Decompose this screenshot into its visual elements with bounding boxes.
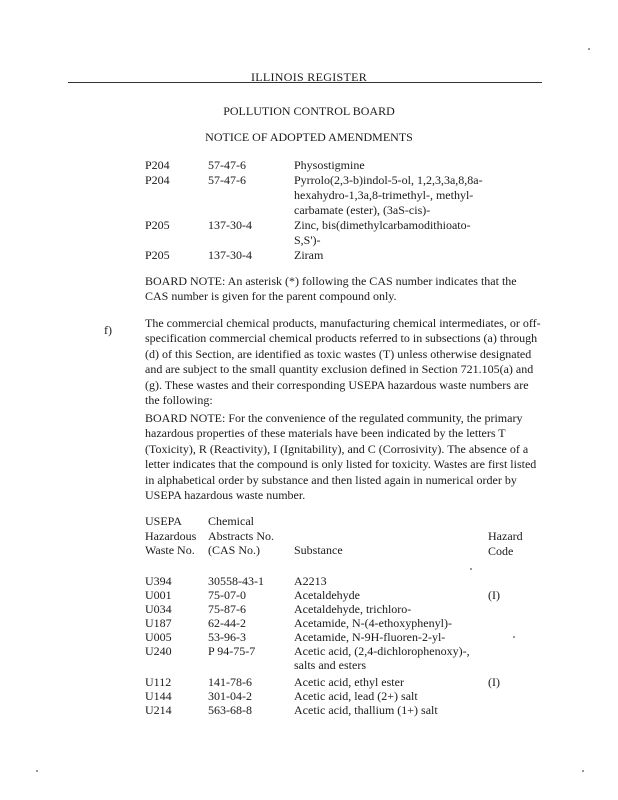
note-line: in alphabetical order by substance and then listed again in numerical order by — [145, 472, 517, 487]
p-list-row — [0, 158, 618, 172]
note-line: letter indicates that the compound is only listed for toxicity. Wastes are first listed — [145, 457, 537, 472]
header-substance — [294, 543, 343, 558]
header-line: Code — [488, 543, 514, 558]
substance-line: S,S')- — [294, 233, 321, 247]
scan-speck — [36, 770, 38, 772]
header-hazard-code — [488, 529, 523, 558]
waste-number: U144 — [145, 689, 172, 703]
cas-number: 141-78-6 — [208, 675, 252, 689]
p-list-row-cont — [0, 203, 618, 217]
waste-number: U005 — [145, 630, 172, 644]
substance-line: hexahydro-1,3a,8-trimethyl-, methyl- — [294, 188, 474, 202]
p-list-row-cont — [0, 188, 618, 202]
header-line: Abstracts No. — [208, 528, 274, 543]
table-row — [0, 675, 618, 689]
header-line: USEPA — [145, 514, 182, 528]
waste-number: U112 — [145, 675, 172, 689]
substance-line: Acetaldehyde — [294, 588, 360, 602]
scan-speck — [513, 636, 515, 638]
waste-number: U394 — [145, 574, 172, 588]
table-row — [0, 588, 618, 602]
board-title: POLLUTION CONTROL BOARD — [223, 104, 395, 118]
note-line: (Toxicity), R (Reactivity), I (Ignitability), and C (Corrosivity). The absence of a — [145, 441, 529, 456]
header-line: Hazardous — [145, 528, 197, 543]
hazard-code: (I) — [488, 588, 500, 602]
paragraph-line: and are subject to the small quantity exclusion defined in Section 721.105(a) and — [145, 362, 534, 377]
subsection-f-text — [145, 316, 547, 408]
note-line: BOARD NOTE: For the convenience of the regulated community, the primary — [145, 411, 523, 425]
waste-number: U001 — [145, 588, 172, 602]
note-line: CAS number is given for the parent compound only. — [145, 289, 397, 304]
p-list-row — [0, 248, 618, 262]
cas-number: 75-07-0 — [208, 588, 246, 602]
header-rule — [68, 82, 542, 83]
cas-number: 137-30-4 — [208, 218, 252, 232]
p-list-row — [0, 173, 618, 187]
table-row — [0, 630, 618, 644]
scan-speck — [582, 770, 584, 772]
header-line: (CAS No.) — [208, 543, 261, 557]
waste-number: U240 — [145, 644, 172, 658]
header-usepa-waste-no — [145, 514, 196, 558]
waste-number: P204 — [145, 173, 170, 187]
cas-number: P 94-75-7 — [208, 644, 256, 658]
p-list-row — [0, 218, 618, 232]
header-line: Hazard — [488, 529, 523, 543]
paragraph-line: The commercial chemical products, manufacturing chemical intermediates, or off- — [145, 316, 541, 330]
board-note-hazard-codes — [145, 411, 547, 503]
notice-title: NOTICE OF ADOPTED AMENDMENTS — [205, 130, 413, 144]
header-cas-no — [208, 514, 274, 558]
substance-line: Acetic acid, thallium (1+) salt — [294, 703, 438, 717]
paragraph-line: (d) of this Section, are identified as toxic wastes (T) unless otherwise designated — [145, 346, 532, 361]
cas-number: 30558-43-1 — [208, 574, 264, 588]
scan-speck — [588, 48, 590, 50]
scan-speck — [470, 568, 472, 570]
cas-number: 57-47-6 — [208, 173, 246, 187]
cas-number: 563-68-8 — [208, 703, 252, 717]
waste-number: U034 — [145, 602, 172, 616]
substance-line: Acetamide, N-9H-fluoren-2-yl- — [294, 630, 446, 644]
table-row — [0, 574, 618, 588]
substance-line: Physostigmine — [294, 158, 365, 172]
header-line: Substance — [294, 543, 343, 557]
paragraph-line: the following: — [145, 393, 213, 408]
table-row — [0, 602, 618, 616]
substance-line: Acetic acid, lead (2+) salt — [294, 689, 418, 703]
note-line: BOARD NOTE: An asterisk (*) following the CAS number indicates that the — [145, 274, 517, 288]
paragraph-line: specification commercial chemical products referred to in subsections (a) through — [145, 331, 538, 346]
cas-number: 301-04-2 — [208, 689, 252, 703]
substance-line: Acetamide, N-(4-ethoxyphenyl)- — [294, 616, 452, 630]
register-header: ILLINOIS REGISTER — [250, 70, 368, 84]
header-line: Chemical — [208, 514, 254, 528]
waste-number: U214 — [145, 703, 172, 717]
note-line: hazardous properties of these materials have been indicated by the letters T — [145, 426, 506, 441]
paragraph-line: (g). These wastes and their corresponding USEPA hazardous waste numbers are — [145, 377, 529, 392]
substance-line: salts and esters — [294, 658, 366, 672]
table-row — [0, 644, 618, 658]
table-row — [0, 689, 618, 703]
cas-number: 53-96-3 — [208, 630, 246, 644]
note-line: USEPA hazardous waste number. — [145, 488, 306, 503]
substance-line: Acetic acid, ethyl ester — [294, 675, 404, 689]
table-row-cont — [0, 658, 618, 672]
substance-line: Acetic acid, (2,4-dichlorophenoxy)-, — [294, 644, 470, 658]
waste-number: P204 — [145, 158, 170, 172]
board-note-asterisk — [145, 274, 547, 305]
waste-number: P205 — [145, 248, 170, 262]
substance-line: Ziram — [294, 248, 324, 262]
table-row — [0, 616, 618, 630]
substance-line: Acetaldehyde, trichloro- — [294, 602, 412, 616]
waste-number: P205 — [145, 218, 170, 232]
cas-number: 137-30-4 — [208, 248, 252, 262]
header-line: Waste No. — [145, 543, 195, 557]
cas-number: 62-44-2 — [208, 616, 246, 630]
cas-number: 75-87-6 — [208, 602, 246, 616]
table-row — [0, 703, 618, 717]
cas-number: 57-47-6 — [208, 158, 246, 172]
substance-line: Pyrrolo(2,3-b)indol-5-ol, 1,2,3,3a,8,8a- — [294, 173, 483, 187]
hazard-code: (I) — [488, 675, 500, 689]
substance-line: A2213 — [294, 574, 327, 588]
substance-line: carbamate (ester), (3aS-cis)- — [294, 203, 431, 217]
p-list-row-cont — [0, 233, 618, 247]
substance-line: Zinc, bis(dimethylcarbamodithioato- — [294, 218, 471, 232]
subsection-marker: f) — [104, 323, 112, 337]
waste-number: U187 — [145, 616, 172, 630]
